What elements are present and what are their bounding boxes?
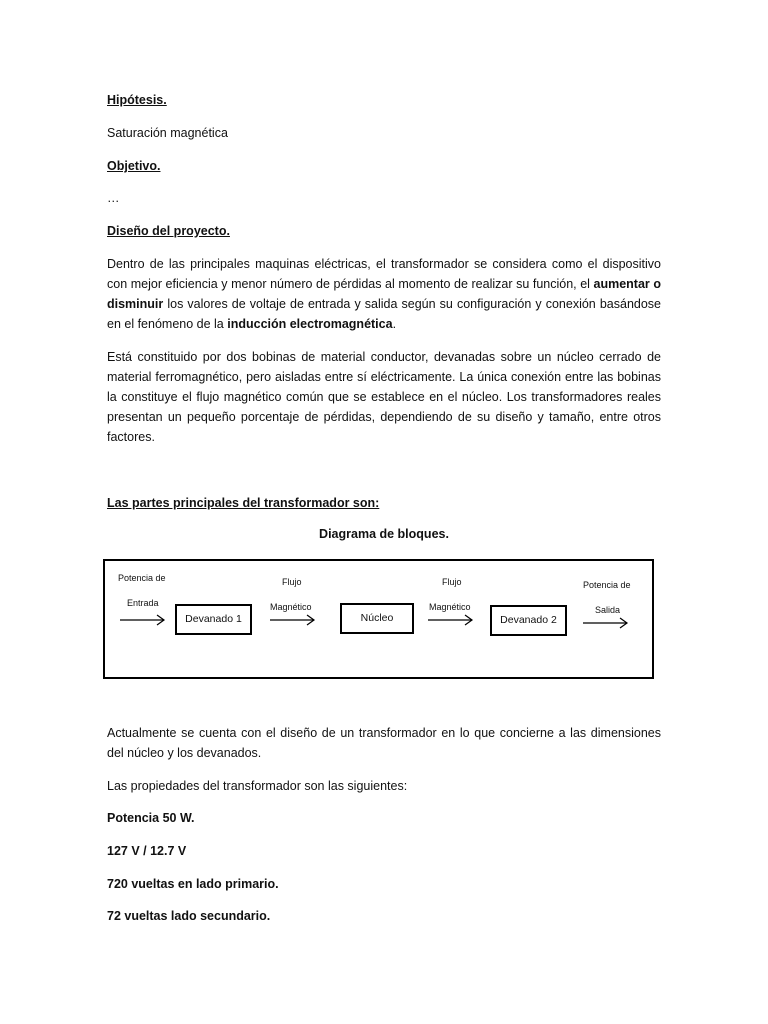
input-label-top: Potencia de <box>118 573 166 583</box>
flux1-arrow <box>270 614 316 626</box>
paragraph-current-design: Actualmente se cuenta con el diseño de un transformador en lo que concierne a las dimensiones del núcleo y los devanados. <box>107 726 661 760</box>
property-power: Potencia 50 W. <box>107 811 195 825</box>
property-primary-turns: 720 vueltas en lado primario. <box>107 877 279 891</box>
objetivo-text: … <box>107 191 120 205</box>
property-voltage: 127 V / 12.7 V <box>107 844 187 858</box>
paragraph-intro-e: . <box>392 317 397 331</box>
paragraph-intro-b: aumentar o disminuir <box>107 277 661 311</box>
input-label-bottom: Entrada <box>127 598 159 608</box>
hipotesis-text: Saturación magnética <box>107 126 228 140</box>
output-label-bottom: Salida <box>595 605 621 615</box>
flux2-label-bottom: Magnético <box>429 602 471 612</box>
output-arrow <box>583 617 629 629</box>
paragraph-construction: Está constituido por dos bobinas de material conductor, devanadas sobre un núcleo cerrado de material ferromagnético, pero aisladas entre sí eléctricamente. La única conexión entre las bobinas la constituye el flujo magnético común que se establece en el núcleo. Los transformadores reales presentan un pequeño porcentaje de pérdidas, dependiendo de su diseño y tamaño, entre otros factores. <box>107 350 661 444</box>
heading-partes: Las partes principales del transformador son: <box>107 496 380 510</box>
heading-hipotesis: Hipótesis. <box>107 93 167 107</box>
flux2-label-top: Flujo <box>442 577 462 587</box>
paragraph-properties-intro: Las propiedades del transformador son las siguientes: <box>107 779 408 793</box>
flux1-label-bottom: Magnético <box>270 602 312 612</box>
heading-objetivo: Objetivo. <box>107 159 161 173</box>
flux1-label-top: Flujo <box>282 577 302 587</box>
block-nucleo: Núcleo <box>340 603 414 634</box>
flux2-arrow <box>428 614 474 626</box>
diagram-title: Diagrama de bloques. <box>319 527 449 541</box>
block-devanado-2: Devanado 2 <box>490 605 567 636</box>
property-secondary-turns: 72 vueltas lado secundario. <box>107 909 271 923</box>
paragraph-intro <box>107 254 661 334</box>
block-diagram <box>103 559 654 679</box>
input-arrow <box>120 614 166 626</box>
block-devanado-1: Devanado 1 <box>175 604 252 635</box>
paragraph-intro-c: los valores de voltaje de entrada y salida según su configuración y conexión basándose en el fenómeno de la <box>107 297 661 331</box>
heading-diseno: Diseño del proyecto. <box>107 224 230 238</box>
paragraph-intro-d: inducción electromagnética <box>227 317 393 331</box>
paragraph-intro-a: Dentro de las principales maquinas eléctricas, el transformador se considera como el dispositivo con mejor eficiencia y menor número de pérdidas al momento de realizar su función, el <box>107 257 661 291</box>
output-label-top: Potencia de <box>583 580 631 590</box>
